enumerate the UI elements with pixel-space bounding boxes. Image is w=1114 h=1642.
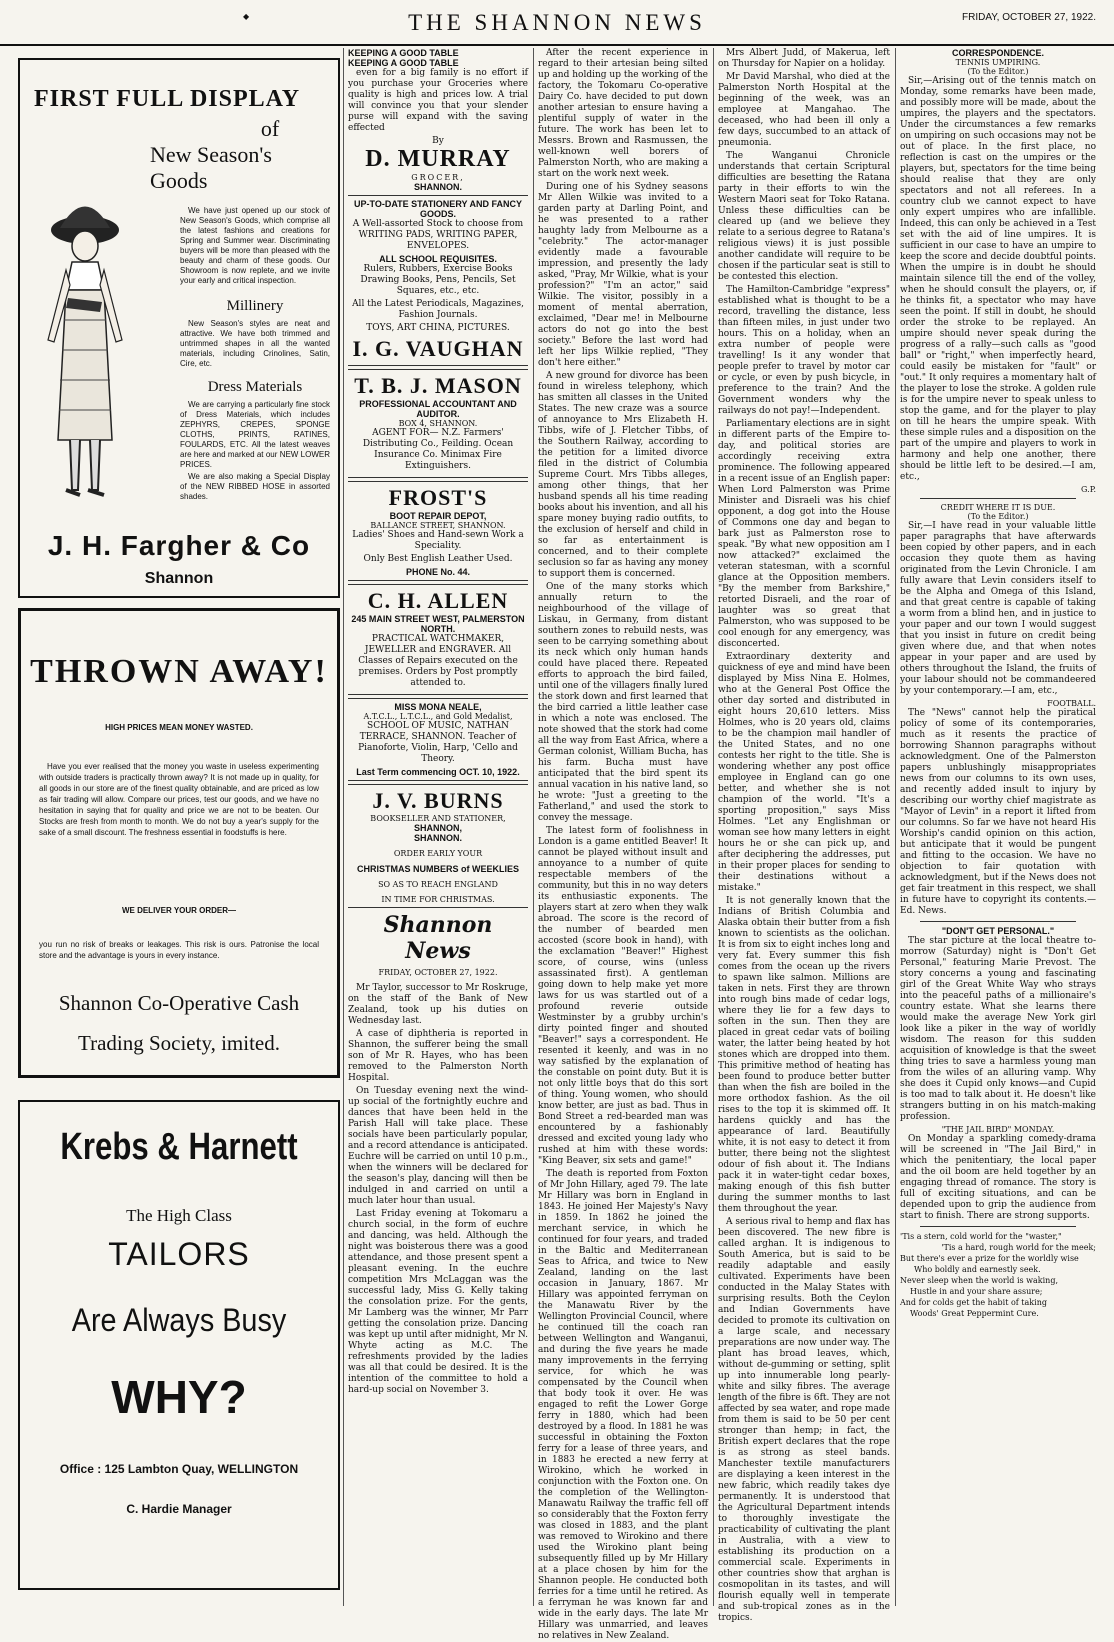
- issue-date: FRIDAY, OCTOBER 27, 1922.: [962, 12, 1096, 23]
- verse-line: But there's ever a prize for the worldly wise: [900, 1254, 1079, 1263]
- coop-subheadline: HIGH PRICES MEAN MONEY WASTED.: [105, 723, 253, 732]
- newspaper-title: THE SHANNON NEWS: [408, 10, 706, 35]
- verse-line: Never sleep when the world is waking,: [900, 1276, 1058, 1285]
- credit-letter: Sir,—I have read in your valuable little paper paragraphs that have afterwards been copied by other papers, and in each occasion they quote them as having originated from the Levin Chronicle. I am fully aware that Levin considers itself to be the Alpha and Omega of this Island, and that great centre is capable of taking a worm from a blind hen, and in justice to your paper and our town I would suggest that you insist in future on credit being given where due, and that when notes appear in your paper and are used by others throughout the Island, the fruits of your labour should not be commandeered by your contemporary.—I am, etc.,: [900, 521, 1096, 696]
- krebs-line-1: The High Class: [126, 1206, 232, 1225]
- mason-box: BOX 4, SHANNON.: [398, 419, 478, 428]
- coop-deliver-paragraph: you run no risk of breaks or leakages. This risk is ours. Patronise the local store and the advantage is yours in every instance.: [39, 940, 319, 960]
- keeping-table-heading: KEEPING A GOOD TABLE: [348, 48, 459, 58]
- fargher-town: Shannon: [144, 570, 214, 587]
- burns-town-2: SHANNON.: [413, 833, 462, 843]
- toys-text: TOYS, ART CHINA, PICTURES.: [366, 323, 510, 333]
- news-item: Parliamentary elections are in sight in different parts of the Empire to-day, and political stories are accordingly receiving extra prominence. The following appeared in a recent issue of an English paper: When Lord Palmerston was Prime Minister and Disraeli was his chief opponent, a dog got into the House of Commons one day and began to bark just as Palmerston rose to speak. "By what new opposition am I now attacked?" exclaimed the veteran statesman, with a scornful glance at the Opposition members. "By the member from Barkshire," retorted Disraeli, and the roar of laughter was so great that Palmerston, who was supposed to be cool enough for any emergency, was disconcerted.: [718, 419, 890, 649]
- frost-name: FROST'S: [388, 485, 488, 510]
- krebs-tailors: TAILORS: [108, 1236, 250, 1272]
- news-item: Last Friday evening at Tokomaru a church social, in the form of euchre and dancing, was held. Although the night was boisterous there was a good attendance, and those present spent a pleasant evening. In the euchre competition Mrs McLaggan was the successful lady, Miss G. Kelly taking the consolation prize. For the gents, Mr Lamberg was the winner, Mr Parr getting the consolation prize. Dancing was kept up until after midnight, Mr N. Whyte acting as M.C. The refreshments provided by the ladies was all that could be desired. It is the intention of the committee to hold a hard-up social on November 3.: [348, 1209, 528, 1395]
- fargher-headline-4: Goods: [150, 168, 208, 193]
- neale-term: Last Term commencing OCT. 10, 1922.: [356, 767, 520, 777]
- krebs-why: WHY?: [111, 1371, 247, 1423]
- frost-title: BOOT REPAIR DEPOT,: [389, 511, 487, 521]
- fargher-paragraph: We have just opened up our stock of New Season's Goods, which comprise all the latest fashions and creations for Spring and Summer wear. Discriminating buyers will be more than pleased with the beauty and charm of these goods. Our Showroom is now replete, and we invite your early and critical inspection.: [180, 206, 330, 285]
- news-item: A case of diphtheria is reported in Shannon, the sufferer being the small son of Mr R. Hayes, who has been removed to the Palmerston North Hospital.: [348, 1029, 528, 1083]
- column-4: [718, 48, 891, 1623]
- mason-agencies: AGENT FOR— N.Z. Farmers' Distributing Co., Feilding. Ocean Insurance Co. Minimax Fire Extinguishers.: [362, 428, 514, 471]
- column-2: [348, 48, 528, 1606]
- krebs-line-3: Are Always Busy: [71, 1302, 287, 1338]
- news-item: It is not generally known that the Indians of British Columbia and Alaska obtain their butter from a fish known to scientists as the oolichan. It is from six to eight inches long and very fat. Every summer this fish comes from the ocean up the rivers to spawn like salmon. Millions are taken in nets. First they are thrown into rough bins made of cedar logs, where they lie for a few days to soften in the sun. Then they are placed in great cedar vats of boiling water, the latter being heated by hot stones which are dropped into them. This primitive method of heating has been found to produce better butter than when the fish are boiled in the more orthodox fashion. As the oil rises to the top it is skimmed off. It hardens quickly and has the appearance of lard. Beautifully white, it is not easy to detect it from butter, there being not the slightest odour of fish about it. The Indians pack it in water-tight cedar boxes, making enough of this fish butter during the summer months to last them throughout the year.: [718, 896, 890, 1214]
- burns-town: SHANNON,: [413, 823, 462, 833]
- burns-name: J. V. BURNS: [372, 788, 504, 813]
- news-item: The death is reported from Foxton of Mr John Hillary, aged 79. The late Mr Hillary was born in England in 1843. He joined Her Majesty's Navy in 1859. In 1862 he joined the merchant service, in which he continued for four years, and traded in the Baltic and Mediterranean Seas to Africa, and twice to New Zealand, landing on the last occasion in January, 1867. Mr Hillary was appointed ferryman on the Manawatu River by the Wellington Provincial Council, where he continued till the coach ran between Wellington and Wanganui, and during the five years he made many improvements in the ferrying service, for which he was compensated by the Council when that body took it over. He was engaged to refit the Lower Gorge ferry in 1880, which had been destroyed by a flood. In 1881 he was successful in obtaining the Foxton ferry for a lease of three years, and in 1883 he erected a new ferry at Wirokino, which he worked in conjunction with the Foxton one. On the completion of the Wellington-Manawatu Railway the traffic fell off so considerably that the Foxton ferry was closed in 1883, and the plant was removed to Wirokino and there used the Wirokino plant being subsequently filled up by Mr Hillary at a place chosen by him for the Shannon people. He conducted both ferries for a time until he retired. As a ferryman he was known far and wide in the early days. The late Mr Hillary was unmarried, and leaves no relatives in New Zealand.: [538, 1169, 708, 1641]
- frost-address: BALLANCE STREET, SHANNON.: [370, 521, 506, 530]
- news-item: After the recent experience in regard to their artesian being silted up and holding up the working of the factory, the Tokomaru Co-operative Dairy Co. have decided to put down another artesian to ensure having a plentiful supply of water in the future. The work has been let to Messrs. Brown and Rasmussen, the well-known well borers of Palmerston North, who are making a start on the work next week.: [538, 48, 708, 179]
- fargher-name: J. H. Fargher & Co: [47, 530, 311, 561]
- murray-trade: GROCER,: [411, 173, 465, 182]
- burns-order: ORDER EARLY YOUR: [393, 849, 483, 858]
- masthead: [0, 0, 1114, 46]
- news-item: Mr Taylor, successor to Mr Roskruge, on the staff of the Bank of New Zealand, took up his duties on Wednesday last.: [348, 983, 528, 1026]
- fargher-advert: [18, 58, 340, 598]
- news-item: On Tuesday evening next the wind-up social of the fortnightly euchre and dances that have been held in the Parish Hall will take place. These socials have been particularly popular, and a record attendance is anticipated. Euchre will be carried on until 10 p.m., when the winners will be declared for the season's play, dancing will then be indulged in and carried on until a much later hour than usual.: [348, 1086, 528, 1206]
- coop-deliver-heading: WE DELIVER YOUR ORDER—: [121, 906, 237, 915]
- krebs-name: Krebs & Harnett: [60, 1126, 298, 1168]
- frost-text: Ladies' Shoes and Hand-sewn Work a Speciality.: [352, 530, 524, 551]
- column-rule: [533, 48, 534, 1606]
- news-item: Extraordinary dexterity and quickness of eye and mind have been displayed by Miss Nina E. Holmes, who at the General Post Office the other day sorted and distributed in eight hours 20,610 letters. Miss Holmes, who is 20 years old, claims to be the champion mail handler of the United States, and no one contests her right to the title. She is wondering whether any post office employee in England can go one better, and whether she is not champion of the world. "It's a sporting proposition," says Miss Holmes. "Let any Englishman or woman see how many letters in eight hours he or she can pick up, and after deciphering the addresses, put in their proper places for sending to their destinations without a mistake.": [718, 652, 890, 893]
- fashion-lady-illustration: [30, 190, 140, 530]
- periodicals-text: All the Latest Periodicals, Magazines, Fashion Journals.: [352, 299, 524, 320]
- mason-title: PROFESSIONAL ACCOUNTANT AND AUDITOR.: [359, 399, 517, 419]
- dress-heading: Dress Materials: [207, 379, 303, 395]
- news-item: The latest form of foolishness in London is a game entitled Beaver! It cannot be played without insult and annoyance to a number of quite respectable members of the community, but this in no way deters its enthusiastic exponents. The players start at zero when they walk abroad. The score is the record of the number of bearded men accosted (score book in hand), with the exclamation "Beaver!" Highest score, of course, wins (unless assassinated first). A gentleman going down to help make yet more laws for us was startled out of a profound reverie outside Westminster by a grubby urchin's dirty pointed finger and shouted "Beaver!" says a correspondent. He resented it keenly, and was in no way satisfied by the explanation of the constable on point duty. But it is not only little boys that do this sort of thing. Young women, who should know better, are just as bad. Thus in Bond Street a red-bearded man was encountered by a fashionably dressed and excited young lady who rushed at him with these words: "King Beaver, six sets and game!": [538, 826, 708, 1166]
- star-ornament: ◆: [243, 12, 250, 21]
- verse-line: Woods' Great Peppermint Cure.: [910, 1309, 1039, 1318]
- murray-name: D. MURRAY: [365, 146, 511, 172]
- news-item: The Wanganui Chronicle understands that certain Scriptural difficulties are besetting the Ratana party in their efforts to win the Western Maori seat for Toko Ratana. Unless these difficulties can be cleared up (and we believe they relate to a serious degree to Ratana's religious views) it is just possible another candidate will require to be chosen if the particular seat is still to be contested this election.: [718, 151, 890, 282]
- correspondence-heading: CORRESPONDENCE.: [951, 48, 1044, 58]
- tennis-letter: Sir,—Arising out of the tennis match on Monday, some remarks have been made, and possibly more will be made, about the umpires, the players and the spectators. Under the circumstances a few remarks on umpiring on such occasions may not be out of place. In the first place, no reflection is cast on the umpires or the players, but, spectators for the time being should realise that they are only spectators and not all referees. In a country club we cannot expect to have only expert umpires who are infallible. Indeed, this can only be achieved in a Test set with the aid of line umpires. It is sufficient in our case to have an umpire to keep the score and decide doubtful points. When the umpire is in doubt he should maintain silence till the end of the volley, when he should consult the players, or, if he thinks fit, a spectator who may have seen the point. If still in doubt, he should order the stroke to be replayed. An umpire should never speak during the progress of a rally—such calls as "good ball" or "right," when imperfectly heard, could easily be mistaken for "fault" or "out." It only requires a momentary halt of the player to lose the stroke. A golden rule is for the umpire never to speak unless to stop the game, and for the player to play on till he hears the umpire speak. With these simple rules and a disposition on the part of the umpire and players to work in harmony and help one another, there should be little left to be desired.—I am, etc.,: [900, 76, 1096, 482]
- burns-title: BOOKSELLER AND STATIONER,: [370, 814, 506, 823]
- column-rule: [713, 48, 714, 1606]
- verse-line: And for colds get the habit of taking: [900, 1298, 1047, 1307]
- column-rule: [343, 48, 344, 1606]
- coop-advert: [18, 608, 340, 1078]
- school-text: Rulers, Rubbers, Exercise Books Drawing Books, Pens, Pencils, Set Squares, etc., etc.: [360, 264, 516, 296]
- news-item: A new ground for divorce has been found in wireless telephony, which has smitten all classes in the United States. The new craze was a source of annoyance to Mrs Elizabeth H. Tibbs, wife of J. Fletcher Tibbs, of the Southern Railway, according to the petition for a limited divorce filed in the district of Columbia Supreme Court. Mrs Tibbs alleges, among other things, that her husband spends all his time reading books about his invention, and all his spare money buying radio outfits, to the exclusion of herself and child in so far as entertainment is concerned, and to their complete seclusion so far as having any money to support them is concerned.: [538, 371, 708, 579]
- credit-heading: CREDIT WHERE IT IS DUE.: [940, 503, 1056, 512]
- frost-phone: PHONE No. 44.: [405, 567, 470, 577]
- fargher-headline-1: FIRST FULL DISPLAY: [34, 86, 301, 112]
- column-5: [900, 48, 1096, 1606]
- millinery-paragraph: New Season's styles are neat and attractive. We have both trimmed and untrimmed shapes in all the wanted materials, including Crinolines, Satin, Cire, etc.: [180, 319, 330, 368]
- verse: [900, 1231, 1096, 1319]
- verse-line: Who boldly and earnestly seek.: [914, 1265, 1041, 1274]
- neale-text: SCHOOL OF MUSIC, NATHAN TERRACE, SHANNON. Teacher of Pianoforte, Violin, Harp, 'Cello and Theory.: [358, 721, 518, 764]
- dont-get-personal-text: The star picture at the local theatre to-morrow (Saturday) night is "Don't Get Personal," featuring Marie Prevost. The story concerns a young and fascinating girl of the Great White Way who strays into the peaceful paths of a millionaire's country estate. What she learns there would make the average New York girl look like a piker in the way of worldly wisdom. The reason for this sudden acquisition of knowledge is that the sweet thing tries to save a harmless young man from the wiles of an alluring vamp. Why she does it Cupid only knows—and Cupid is too mad to talk about it. He doesn't like strangers butting in on his match-making profession.: [900, 936, 1096, 1122]
- krebs-advert: [18, 1100, 340, 1590]
- dont-get-personal-heading: "DON'T GET PERSONAL.": [941, 926, 1055, 936]
- neale-name: MISS MONA NEALE,: [394, 702, 482, 712]
- krebs-manager: C. Hardie Manager: [126, 1502, 232, 1516]
- fargher-headline-2: of: [260, 116, 280, 141]
- burns-time: IN TIME FOR CHRISTMAS.: [381, 895, 495, 904]
- hose-paragraph: We are also making a Special Display of the NEW RIBBED HOSE in assorted shades.: [180, 472, 330, 501]
- stationery-heading: UP-TO-DATE STATIONERY AND FANCY GOODS.: [353, 199, 522, 219]
- jail-bird-heading: "THE JAIL BIRD" MONDAY.: [941, 1125, 1055, 1134]
- coop-name-line-1: Shannon Co-Operative Cash: [58, 991, 300, 1015]
- editor-note: The "News" cannot help the piratical policy of some of its contemporaries, much as it resents the practice of borrowing Shannon paragraphs without acknowledgment. One of the Palmerston papers unblushingly misappropriates news from our columns to its own uses, and recently added insult to injury by describing our worthy chief magistrate as "Mayor of Levin" in a report it lifted from our columns. So far we have not heard His Worship's candid opinion on this action, but anticipate that it would be pungent and fitting to the occasion. We have no objection to fair quotation with acknowledgment, but if the News does not get fair treatment in this respect, we shall in future have to copyright its contents.—Ed. News.: [900, 708, 1096, 916]
- column-rule: [895, 48, 896, 1606]
- murray-paragraph: even for a big family is no effort if you purchase your Groceries where quality is high and prices low. A trial will convince you that your slender purse will expand with the saving effected: [348, 68, 528, 133]
- verse-line: Hustle in and your share assure;: [910, 1287, 1043, 1296]
- school-heading: ALL SCHOOL REQUISITES.: [379, 254, 497, 264]
- millinery-heading: Millinery: [226, 298, 284, 314]
- jail-bird-text: On Monday a sparkling comedy-drama will be screened in "The Jail Bird," in which the penitentiary, the local paper and the oil boom are held together by an engaging thread of romance. The story is full of exciting situations, and can be depended upon to grip the audience from start to finish. There are strong supports.: [900, 1134, 1096, 1221]
- dress-paragraph: We are carrying a particularly fine stock of Dress Materials, which includes ZEPHYRS, CREPES, SPONGE CLOTHS, PRINTS, RATINES, FOULARDS, ETC. All the latest weaves are here and marked at our NEW LOWER PRICES.: [180, 400, 330, 469]
- tennis-heading: TENNIS UMPIRING.: [955, 58, 1041, 67]
- murray-by: By: [432, 136, 444, 146]
- news-item: One of the many storks which annually return to the neighbourhood of the village of Liskau, in Germany, from distant southern zones to rebuild nests, was seen to be carrying something about its neck which only human hands could have placed there. Repeated efforts to approach the bird failed, until one of the villagers finally lured the stork down and first learned that the bird carried a little leather case in which a note was enclosed. The note showed that the stork had come all the way from East Africa, where a German colonist, William Bucha, has his farm. Bucha must have anticipated that the bird spent its annual vacation in his native land, so he wrote: "Just a greeting to the Fatherland," and used the stork to convey the message.: [538, 582, 708, 823]
- shannon-news-flag: Shannon News: [383, 912, 493, 964]
- krebs-office: Office : 125 Lambton Quay, WELLINGTON: [59, 1462, 299, 1476]
- to-editor: (To the Editor.): [967, 67, 1029, 76]
- coop-name-line-2: Trading Society, imited.: [77, 1031, 281, 1055]
- news-item: A serious rival to hemp and flax has been discovered. The new fibre is called arghan. It is indigenous to South America, but is said to be readily adaptable and easily cultivated. Experiments have been conducted in the Malay States with surprising results. Both the Ceylon and Indian Governments have decided to promote its cultivation on a large scale, and necessary preparations are now under way. The plant has broad leaves, which, without de-gumming or setting, split up into innumerable long pearly-white and silky fibres. The average length of the fibre is 6ft. They are not affected by sea water, and rope made from them is said to be 50 per cent stronger than hemp; in fact, the British expert declares that the rope is as strong as steel bands. Manchester textile manufacturers are displaying a keen interest in the new fabric, which readily takes dye permanently. It is understood that the Agricultural Department intends to thoroughly investigate the practicability of cultivating the plant in Australia, with a view to establishing its production on a commercial scale. Experiments in other countries show that arghan is cosmopolitan in its tastes, and will flourish equally well in temperate and sub-tropical zones as in the tropics.: [718, 1217, 891, 1623]
- tennis-signature: G.P.: [1081, 485, 1096, 494]
- mason-name: T. B. J. MASON: [354, 373, 522, 398]
- news-item: Mrs Albert Judd, of Makerua, left on Thursday for Napier on a holiday.: [718, 48, 890, 69]
- burns-christmas: CHRISTMAS NUMBERS of WEEKLIES: [357, 864, 519, 874]
- verse-line: 'Tis a hard, rough world for the meek;: [941, 1243, 1096, 1252]
- verse-line: 'Tis a stern, cold world for the "waster,": [900, 1232, 1062, 1241]
- news-item: During one of his Sydney seasons Mr Allen Wilkie was invited to a garden party at Darling Point, and he was presented to a rather haughty lady from Melbourne as a "celebrity." The actor-manager evidently made a favourable impression, and presently the lady asked, "Pray, Mr Wilkie, what is your profession?" "I'm an actor," said Wilkie. The visitor, possibly in a moment of mental aberration, exclaimed, "Dear me! in Melbourne actors do not go into the best society." Before the last word had left her lips Wilkie replied, "They don't here either.": [538, 182, 708, 368]
- shannon-news-date: FRIDAY, OCTOBER 27, 1922.: [378, 968, 498, 977]
- vaughan-name: I. G. VAUGHAN: [352, 336, 524, 361]
- neale-qualifications: A.T.C.L., L.T.C.L., and Gold Medalist,: [363, 712, 513, 721]
- coop-paragraph: Have you ever realised that the money you waste in useless experimenting with outside traders is practically thrown away? It is not made up in quality, for all goods in our store are of the finest quality obtainable, and are priced as low as fair trading will allow. Compare our prices, test our goods, and we have no hesitation in saying that for quality and price we are not to be beaten. Our Stocks are fresh from month to month. We do not buy a year's supply for the sake of a small discount. The freshness essential in foodstuffs is here.: [39, 762, 319, 837]
- stationery-text: A Well-assorted Stock to choose from WRITING PADS, WRITING PAPER, ENVELOPES.: [352, 219, 524, 251]
- fargher-headline-3: New Season's: [150, 142, 272, 167]
- news-item: The Hamilton-Cambridge "express" established what is thought to be a record, travelling the distance, less than fifteen miles, in just under two hours. This on a holiday, when an extra number of people were travelling! Is it any wonder that people prefer to travel by motor car or cycle, or even by push bicycle, in preference to the train? And the Government wonders why the railways do not pay!—Independent.: [718, 285, 890, 416]
- news-item: Mr David Marshal, who died at the Palmerston North Hospital at the beginning of the week, was an employee at Mangahao. The deceased, who had been ill only a few days, succumbed to an attack of pneumonia.: [718, 72, 890, 148]
- coop-headline: THROWN AWAY!: [30, 653, 328, 690]
- credit-signature: FOOTBALL.: [1047, 699, 1096, 708]
- to-editor: (To the Editor.): [967, 512, 1029, 521]
- burns-england: SO AS TO REACH ENGLAND: [378, 880, 498, 889]
- allen-text: PRACTICAL WATCHMAKER, JEWELLER and ENGRAVER. All Classes of Repairs executed on the premises. Orders by Post promptly attended to.: [358, 634, 518, 688]
- keeping-table-heading: KEEPING A GOOD TABLE: [348, 58, 459, 68]
- murray-town: SHANNON.: [413, 182, 462, 192]
- column-3: [538, 48, 708, 1641]
- allen-address: 245 MAIN STREET WEST, PALMERSTON NORTH.: [351, 614, 525, 634]
- frost-leather: Only Best English Leather Used.: [363, 554, 513, 564]
- allen-name: C. H. ALLEN: [367, 588, 509, 613]
